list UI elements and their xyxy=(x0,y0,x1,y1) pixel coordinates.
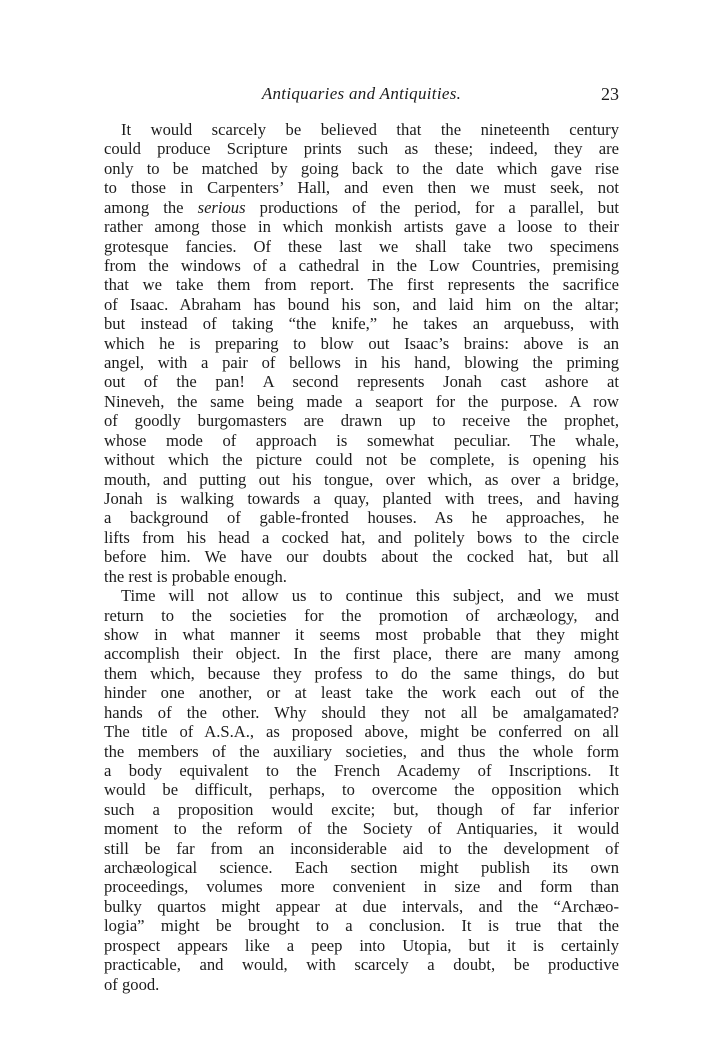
running-head xyxy=(104,84,619,108)
text-line: hinder one another, or at least take the work each out of the xyxy=(104,683,619,703)
text-line: of good. xyxy=(104,974,160,994)
text-line: of Isaac. Abraham has bound his son, and laid him on the altar; xyxy=(104,294,619,314)
text-line: but instead of taking “the knife,” he takes an arquebuss, with xyxy=(104,314,619,334)
running-title: Antiquaries and Antiquities. xyxy=(261,84,462,103)
text-line: that we take them from report. The first represents the sacrifice xyxy=(104,275,619,295)
text-line: Time will not allow us to continue this subject, and we must xyxy=(121,586,619,606)
text-line: return to the societies for the promotion of archæology, and xyxy=(104,605,619,625)
text-line: the rest is probable enough. xyxy=(104,566,287,586)
text-line: whose mode of approach is somewhat peculiar. The whale, xyxy=(104,430,619,450)
text-line: proceedings, volumes more convenient in size and form than xyxy=(104,877,619,897)
body-text xyxy=(104,120,619,994)
text-line: prospect appears like a peep into Utopia, but it is certainly xyxy=(104,935,619,955)
text-line: out of the pan! A second represents Jonah cast ashore at xyxy=(104,372,619,392)
text-line: hands of the other. Why should they not all be amalgamated? xyxy=(104,702,619,722)
text-line: logia” might be brought to a conclusion. It is true that the xyxy=(104,916,619,936)
text-line: from the windows of a cathedral in the Low Countries, premising xyxy=(104,255,619,275)
text-line: grotesque fancies. Of these last we shall take two specimens xyxy=(104,236,619,256)
text-line: them which, because they profess to do the same things, do but xyxy=(104,663,619,683)
text-line: moment to the reform of the Society of Antiquaries, it would xyxy=(104,819,619,839)
text-line: a body equivalent to the French Academy of Inscriptions. It xyxy=(104,760,619,780)
text-line: of goodly burgomasters are drawn up to receive the prophet, xyxy=(104,411,619,431)
text-line: such a proposition would excite; but, though of far inferior xyxy=(104,799,619,819)
text-line: Nineveh, the same being made a seaport for the purpose. A row xyxy=(104,391,619,411)
page-number: 23 xyxy=(601,84,619,104)
text-line: angel, with a pair of bellows in his hand, blowing the priming xyxy=(104,353,619,373)
text-line: would be difficult, perhaps, to overcome the opposition which xyxy=(104,780,619,800)
text-line: among the serious productions of the period, for a parallel, but xyxy=(104,197,620,217)
text-line: lifts from his head a cocked hat, and politely bows to the circle xyxy=(104,527,619,547)
text-line: rather among those in which monkish artists gave a loose to their xyxy=(104,217,619,237)
text-line: It would scarcely be believed that the nineteenth century xyxy=(121,120,619,139)
text-line: which he is preparing to blow out Isaac’s brains: above is an xyxy=(104,333,619,353)
text-line: mouth, and putting out his tongue, over which, as over a bridge, xyxy=(104,469,619,489)
text-line: without which the picture could not be complete, is opening his xyxy=(104,450,619,470)
text-line: a background of gable-fronted houses. As he approaches, he xyxy=(104,508,619,528)
text-line: Jonah is walking towards a quay, planted with trees, and having xyxy=(104,489,619,509)
text-line: could produce Scripture prints such as these; indeed, they are xyxy=(104,139,619,159)
text-line: the members of the auxiliary societies, and thus the whole form xyxy=(104,741,619,761)
text-line: only to be matched by going back to the date which gave rise xyxy=(104,158,619,178)
text-line: accomplish their object. In the first place, there are many among xyxy=(104,644,619,664)
text-line: to those in Carpenters’ Hall, and even then we must seek, not xyxy=(104,178,619,198)
text-line: before him. We have our doubts about the cocked hat, but all xyxy=(104,547,619,567)
text-line: archæological science. Each section might publish its own xyxy=(104,858,619,878)
text-line: practicable, and would, with scarcely a doubt, be productive xyxy=(104,955,619,975)
text-line: The title of A.S.A., as proposed above, might be conferred on all xyxy=(104,722,619,742)
text-line: still be far from an inconsiderable aid to the development of xyxy=(104,838,619,858)
text-line: show in what manner it seems most probable that they might xyxy=(104,624,619,644)
text-line: bulky quartos might appear at due intervals, and the “Archæo- xyxy=(104,896,619,916)
